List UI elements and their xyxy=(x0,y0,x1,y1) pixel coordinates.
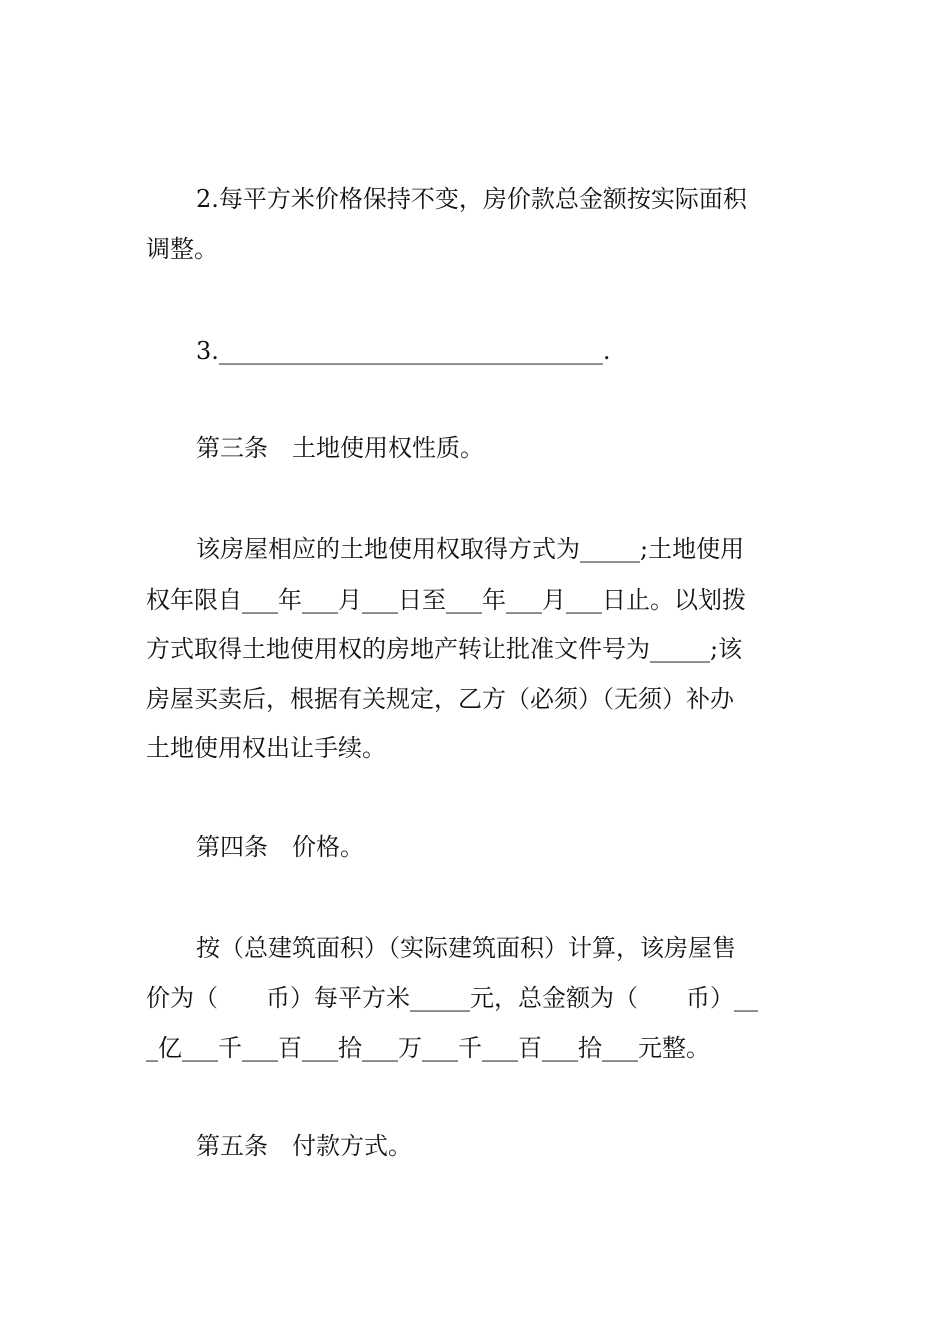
article-3-paragraph-line-3: 方式取得土地使用权的房地产转让批准文件号为_____;该 xyxy=(146,635,743,663)
article-4-paragraph-line-3: _亿___千___百___拾___万___千___百___拾___元整。 xyxy=(146,1034,710,1062)
article-4-paragraph-line-1: 按（总建筑面积）（实际建筑面积）计算，该房屋售 xyxy=(196,934,736,962)
article-3-heading: 第三条 土地使用权性质。 xyxy=(196,434,484,462)
article-4-heading: 第四条 价格。 xyxy=(196,833,364,861)
article-5-heading: 第五条 付款方式。 xyxy=(196,1132,412,1160)
article-4-paragraph-line-2: 价为（ 币）每平方米_____元，总金额为（ 币）__ xyxy=(146,984,758,1012)
clause-2-2-line-1: 2.每平方米价格保持不变，房价款总金额按实际面积 xyxy=(196,185,747,213)
clause-2-2-line-2: 调整。 xyxy=(146,235,218,263)
article-3-paragraph-line-2: 权年限自___年___月___日至___年___月___日止。以划拨 xyxy=(146,586,746,614)
article-3-paragraph-line-1: 该房屋相应的土地使用权取得方式为_____;土地使用 xyxy=(196,535,745,563)
article-3-paragraph-line-4: 房屋买卖后，根据有关规定，乙方（必须）（无须）补办 xyxy=(146,685,734,713)
clause-2-3-blank-line: 3.________________________________. xyxy=(196,337,611,365)
article-3-paragraph-line-5: 土地使用权出让手续。 xyxy=(146,734,386,762)
